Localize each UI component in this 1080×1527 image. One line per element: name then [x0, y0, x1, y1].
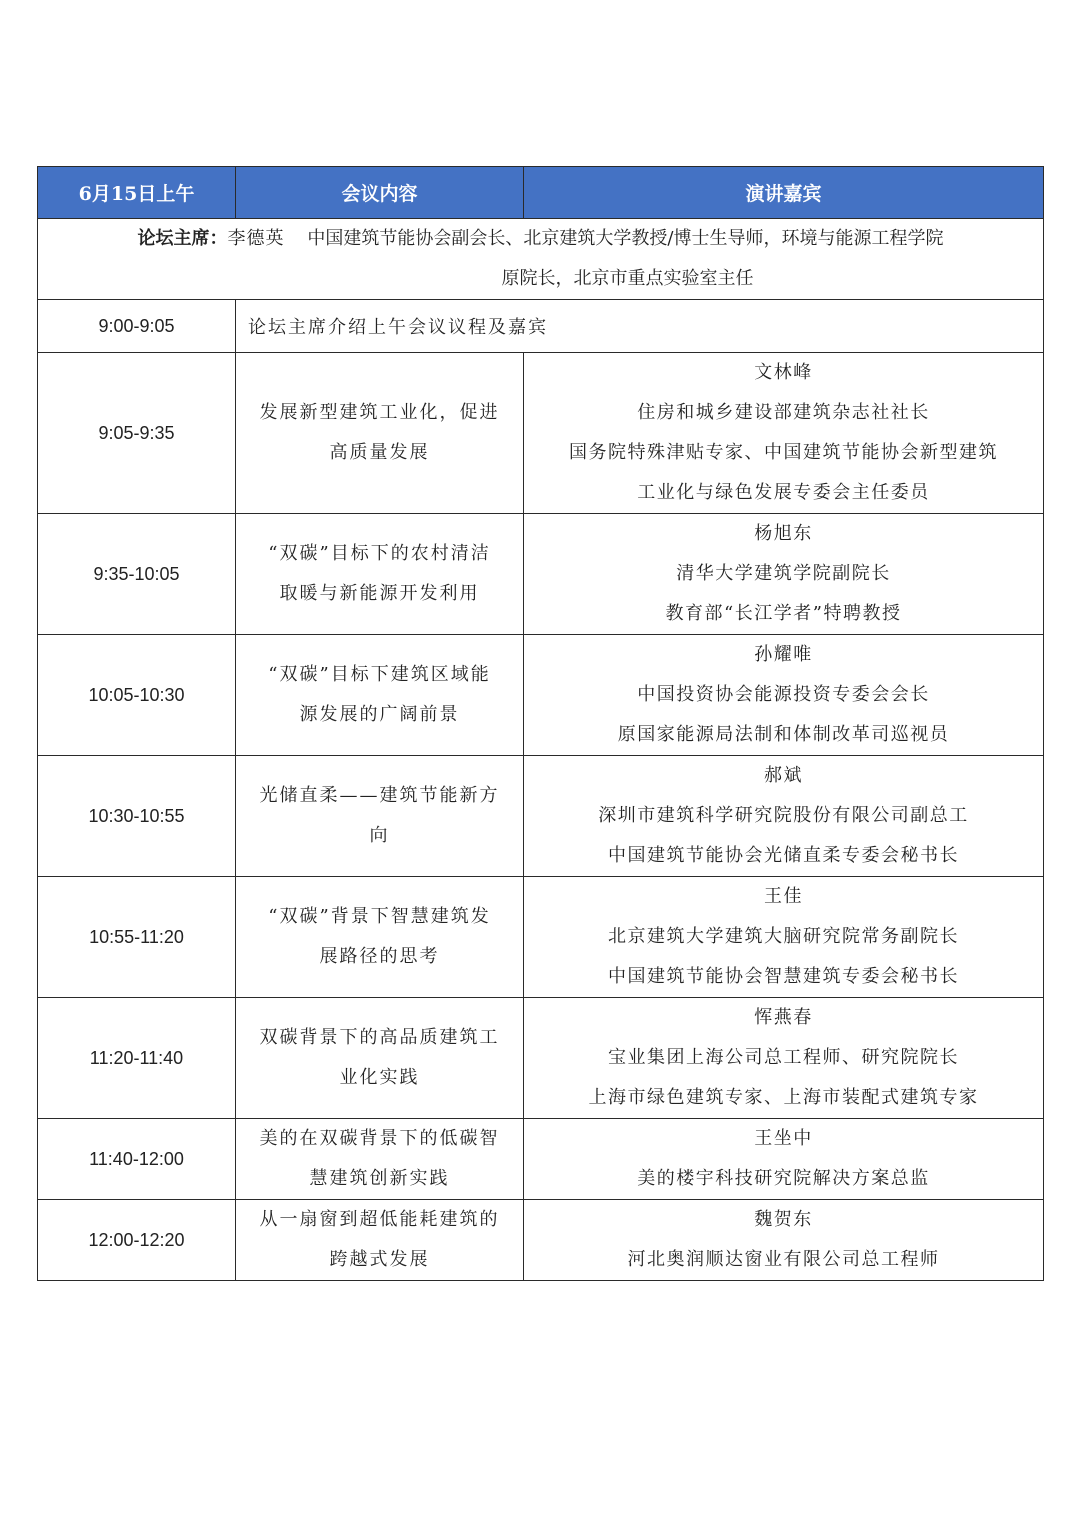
intro-content: 论坛主席介绍上午会议议程及嘉宾: [236, 300, 1044, 353]
session-topic-line: 高质量发展: [329, 442, 430, 463]
session-row: [38, 1200, 1044, 1281]
session-topic-line: 向: [369, 825, 390, 846]
session-speaker: [524, 514, 1044, 635]
intro-time: 9:00-9:05: [38, 300, 236, 353]
speaker-title-line: 住房和城乡建设部建筑杂志社社长: [637, 402, 930, 423]
speaker-name: 孙耀唯: [754, 644, 813, 665]
speaker-title-line: 清华大学建筑学院副院长: [676, 563, 891, 584]
session-row: [38, 998, 1044, 1119]
session-time: 10:55-11:20: [38, 877, 236, 998]
session-topic: [236, 756, 524, 877]
speaker-title-line: 中国投资协会能源投资专委会会长: [637, 684, 930, 705]
speaker-title-line: 工业化与绿色发展专委会主任委员: [637, 482, 930, 503]
session-speaker: [524, 998, 1044, 1119]
session-topic-line: “双碳”目标下建筑区域能: [268, 664, 491, 685]
speaker-title-line: 中国建筑节能协会光储直柔专委会秘书长: [608, 845, 959, 866]
intro-row: [38, 300, 1044, 353]
session-topic: [236, 635, 524, 756]
session-topic: [236, 514, 524, 635]
session-time: 10:05-10:30: [38, 635, 236, 756]
speaker-name: 文林峰: [754, 362, 813, 383]
speaker-title-line: 教育部“长江学者”特聘教授: [665, 603, 902, 624]
header-row: [38, 167, 1044, 219]
chair-cell: [38, 219, 1044, 300]
speaker-title-line: 深圳市建筑科学研究院股份有限公司副总工: [598, 805, 969, 826]
session-topic: [236, 877, 524, 998]
session-time: 11:20-11:40: [38, 998, 236, 1119]
speaker-title-line: 美的楼宇科技研究院解决方案总监: [637, 1168, 930, 1189]
chair-title-line2: 原院长，北京市重点实验室主任: [501, 268, 754, 289]
session-row: [38, 1119, 1044, 1200]
session-topic-line: 光储直柔——建筑节能新方: [259, 785, 500, 806]
speaker-title-line: 北京建筑大学建筑大脑研究院常务副院长: [608, 926, 959, 947]
session-topic-line: 展路径的思考: [319, 946, 440, 967]
speaker-name: 王佳: [764, 886, 803, 907]
session-speaker: [524, 756, 1044, 877]
agenda-table: [37, 166, 1044, 1281]
session-row: [38, 877, 1044, 998]
session-speaker: [524, 353, 1044, 514]
session-time: 11:40-12:00: [38, 1119, 236, 1200]
session-time: 9:05-9:35: [38, 353, 236, 514]
session-topic-line: 源发展的广阔前景: [299, 704, 460, 725]
speaker-title-line: 国务院特殊津贴专家、中国建筑节能协会新型建筑: [569, 442, 998, 463]
session-topic-line: 发展新型建筑工业化，促进: [259, 402, 500, 423]
session-topic: [236, 353, 524, 514]
session-topic: [236, 1200, 524, 1281]
session-topic: [236, 998, 524, 1119]
session-row: [38, 353, 1044, 514]
session-topic-line: 双碳背景下的高品质建筑工: [259, 1027, 500, 1048]
speaker-name: 郝斌: [764, 765, 803, 786]
session-row: [38, 514, 1044, 635]
speaker-title-line: 中国建筑节能协会智慧建筑专委会秘书长: [608, 966, 959, 987]
session-time: 10:30-10:55: [38, 756, 236, 877]
session-topic-line: 美的在双碳背景下的低碳智: [259, 1128, 500, 1149]
speaker-title-line: 原国家能源局法制和体制改革司巡视员: [617, 724, 950, 745]
session-time: 12:00-12:20: [38, 1200, 236, 1281]
session-topic-line: 业化实践: [339, 1067, 420, 1088]
speaker-name: 恽燕春: [754, 1007, 813, 1028]
session-topic-line: 从一扇窗到超低能耗建筑的: [259, 1209, 500, 1230]
speaker-title-line: 宝业集团上海公司总工程师、研究院院长: [608, 1047, 959, 1068]
header-date: 6月15日上午: [38, 167, 236, 219]
speaker-name: 王坐中: [754, 1128, 813, 1149]
session-time: 9:35-10:05: [38, 514, 236, 635]
chair-label: 论坛主席：: [137, 228, 228, 249]
session-topic-line: “双碳”背景下智慧建筑发: [268, 906, 491, 927]
session-row: [38, 635, 1044, 756]
chair-title-line1: 中国建筑节能协会副会长、北京建筑大学教授/博士生导师，环境与能源工程学院: [307, 228, 944, 249]
session-speaker: [524, 1200, 1044, 1281]
session-topic-line: “双碳”目标下的农村清洁: [268, 543, 491, 564]
session-row: [38, 756, 1044, 877]
speaker-name: 魏贺东: [754, 1209, 813, 1230]
speaker-title-line: 河北奥润顺达窗业有限公司总工程师: [627, 1249, 940, 1270]
speaker-title-line: 上海市绿色建筑专家、上海市装配式建筑专家: [588, 1087, 979, 1108]
session-speaker: [524, 1119, 1044, 1200]
session-topic-line: 慧建筑创新实践: [309, 1168, 450, 1189]
chair-name: 李德英: [227, 228, 285, 249]
chair-row: [38, 219, 1044, 300]
session-topic: [236, 1119, 524, 1200]
session-topic-line: 取暖与新能源开发利用: [279, 583, 480, 604]
speaker-name: 杨旭东: [754, 523, 813, 544]
session-speaker: [524, 877, 1044, 998]
session-speaker: [524, 635, 1044, 756]
header-speaker: 演讲嘉宾: [524, 167, 1044, 219]
session-topic-line: 跨越式发展: [329, 1249, 430, 1270]
header-content: 会议内容: [236, 167, 524, 219]
